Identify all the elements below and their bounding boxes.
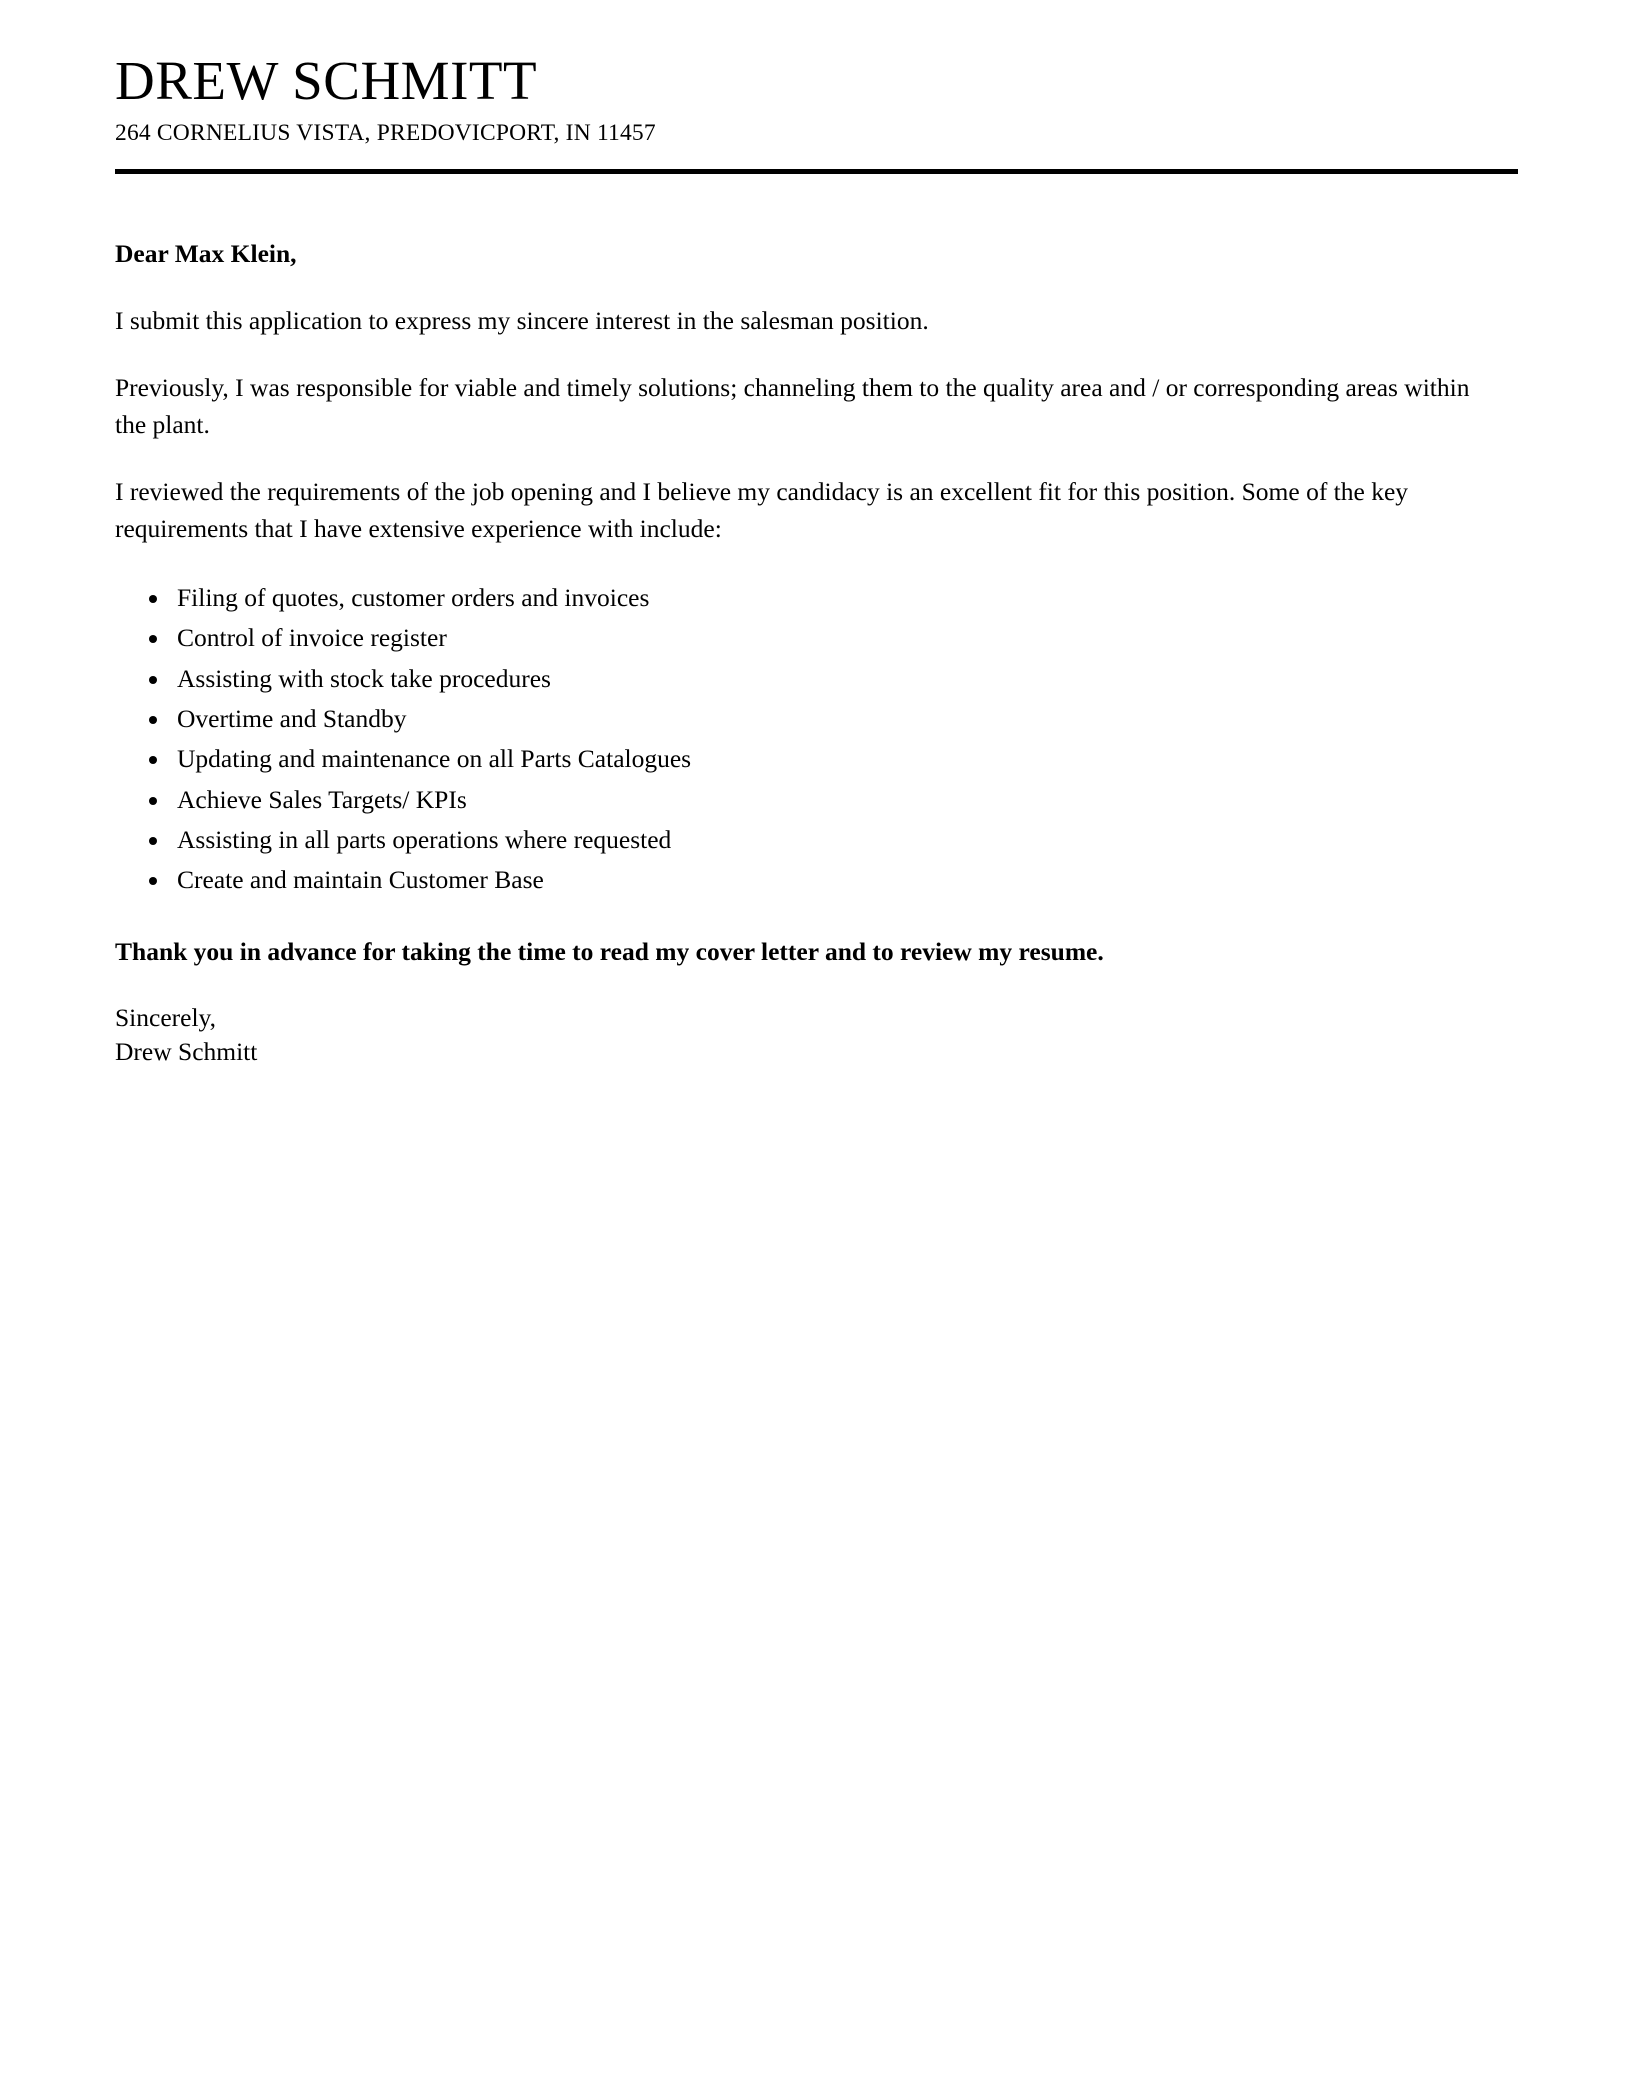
list-item: • Achieve Sales Targets/ KPIs [171, 780, 1518, 820]
signoff-text: Sincerely, [115, 1003, 217, 1033]
list-item: • Control of invoice register [171, 618, 1518, 658]
applicant-address: 264 CORNELIUS VISTA, PREDOVICPORT, IN 11457 [115, 120, 656, 147]
list-item: • Create and maintain Customer Base [171, 860, 1518, 900]
letter-content [115, 0, 1518, 1069]
salutation: Dear Max Klein, [115, 239, 297, 269]
paragraph-experience: Previously, I was responsible for viable and timely solutions; channeling them to the quality area and / or corresponding areas within the plant. [115, 373, 1470, 440]
list-item: • Filing of quotes, customer orders and invoices [171, 578, 1518, 618]
applicant-name: DREW SCHMITT [115, 50, 538, 111]
list-item: • Updating and maintenance on all Parts Catalogues [171, 739, 1518, 779]
requirements-list [115, 578, 1518, 900]
signature-name: Drew Schmitt [115, 1037, 258, 1067]
closing-statement: Thank you in advance for taking the time to read my cover letter and to review my resume. [115, 937, 1104, 967]
letterhead [115, 0, 1518, 174]
letter-body [115, 236, 1518, 1068]
header-divider [115, 169, 1518, 174]
list-item: • Assisting with stock take procedures [171, 659, 1518, 699]
signature-block [115, 1001, 1518, 1068]
paragraph-requirements-intro: I reviewed the requirements of the job opening and I believe my candidacy is an excellent fit for this position. Some of the key requirements that I have extensive experience with include: [115, 477, 1409, 544]
paragraph-intro: I submit this application to express my sincere interest in the salesman position. [115, 306, 929, 336]
list-item: • Overtime and Standby [171, 699, 1518, 739]
list-item: • Assisting in all parts operations where requested [171, 820, 1518, 860]
